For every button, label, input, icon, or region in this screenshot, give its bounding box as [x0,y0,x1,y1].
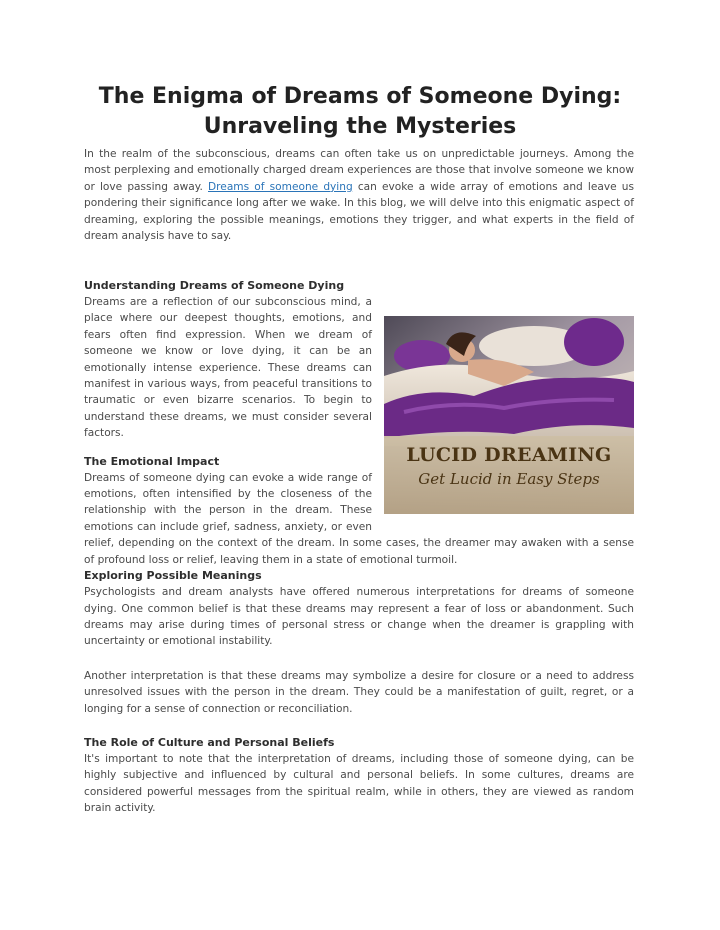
title-line-2: Unraveling the Mysteries [203,114,517,139]
section-culture-beliefs [84,735,634,817]
article-body [84,278,634,817]
image-tagline: Get Lucid in Easy Steps [418,470,600,488]
intro-text-after: can evoke a wide array of emotions and leave us pondering their significance long after we wake. In this blog, we will delve into this enigmatic aspect of dreaming, exploring the possible meanings, emotions they trigger, and what experts in the field of dream analysis have to say. [84,180,634,243]
section-heading: Understanding Dreams of Someone Dying [84,279,345,292]
section-text: Dreams are a reflection of our subconscious mind, a place where our deepest thoughts, emotions, and fears often find expression. When we dream of someone we know or love dying, it can be an emotionally intense experience. These dreams can manifest in various ways, from peaceful transitions to traumatic or even bizarre scenarios. To begin to understand these dreams, we must consider several factors. [84,296,372,440]
dreams-of-someone-dying-link[interactable]: Dreams of someone dying [208,180,353,193]
section-text: Dreams of someone dying can evoke a wide range of emotions, often intensified by the closeness of the relationship with the person in the dream. These emotions can include grief, sadness, anxiety, or even relief, depending on the context of the dream. In some cases, the dreamer may awaken with a sense of profound loss or relief, leaving them in a state of emotional turmoil. [84,471,634,566]
lucid-dreaming-image [384,316,634,514]
section-text: Psychologists and dream analysts have offered numerous interpretations for dreams of someone dying. One common belief is that these dreams may represent a fear of loss or abandonment. Such dreams may arise during times of personal stress or change when the dreamer is grappling with uncertainty or emotional instability. [84,586,634,648]
image-headline: LUCID DREAMING [406,444,612,466]
intro-paragraph [84,146,634,244]
section-possible-meanings [84,568,634,717]
section-heading: The Role of Culture and Personal Beliefs [84,735,335,749]
section-heading: Exploring Possible Meanings [84,569,262,583]
intro-text-before: In the realm of the subconscious, dreams can often take us on unpredictable journeys. Among the most perplexing and emotionally charged dream experiences are those that involve someone we know or love passing away. [84,148,634,193]
document-title [60,82,660,142]
section-heading: The Emotional Impact [84,454,220,468]
title-line-1: The Enigma of Dreams of Someone Dying: [98,84,622,109]
section-text: It's important to note that the interpretation of dreams, including those of someone dying, can be highly subjective and influenced by cultural and personal beliefs. In some cultures, dreams are considered powerful messages from the spiritual realm, while in others, they are viewed as random brain activity. [84,752,634,815]
section-text-2: Another interpretation is that these dreams may symbolize a desire for closure or a need to address unresolved issues with the person in the dream. They could be a manifestation of guilt, regret, or a longing for a sense of connection or reconciliation. [84,669,634,715]
